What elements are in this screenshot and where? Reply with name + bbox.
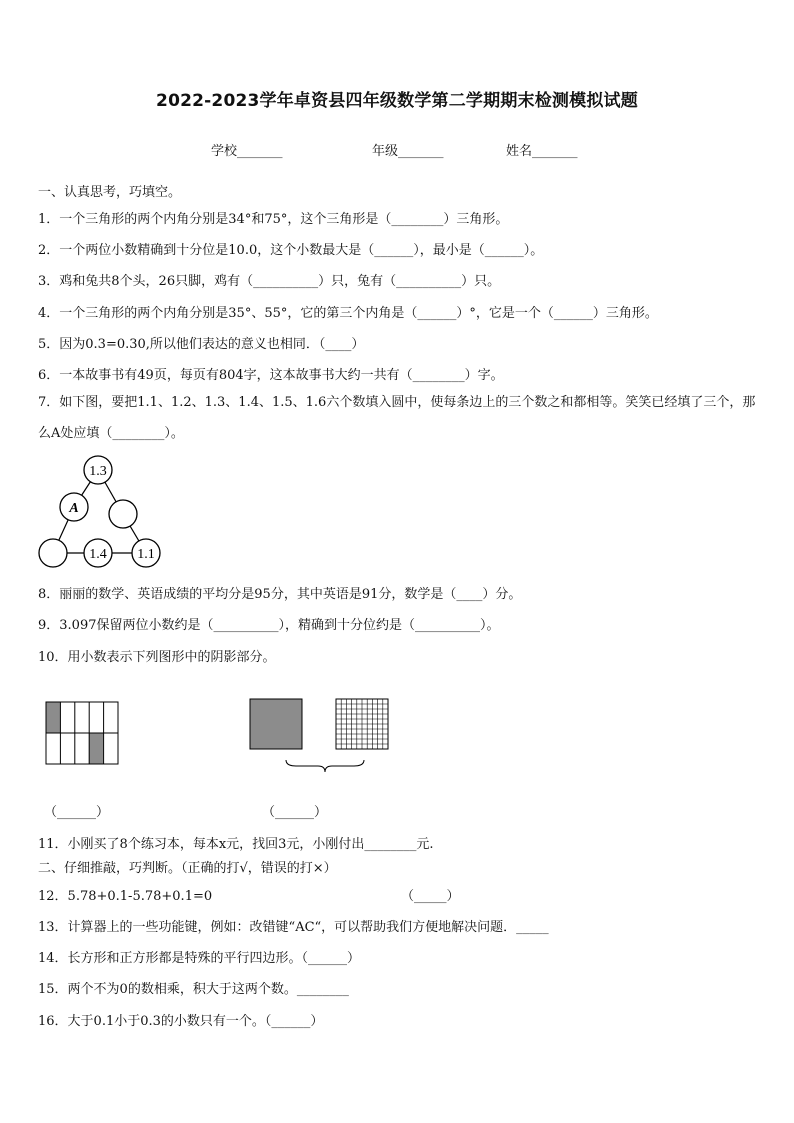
- question-16: 16．大于0.1小于0.3的小数只有一个。（______）: [38, 1014, 324, 1029]
- question-5: 5．因为0.3=0.30,所以他们表达的意义也相同．（____）: [38, 337, 365, 352]
- question-11: 11．小刚买了8个练习本，每本x元，找回3元，小刚付出________元.: [38, 837, 434, 852]
- q10-right-answer: （______）: [262, 805, 328, 820]
- question-2: 2．一个两位小数精确到十分位是10.0，这个小数最大是（______），最小是（______）。: [38, 243, 544, 258]
- circle-top-label: 1.3: [89, 464, 107, 479]
- circle-bottom-right-label: 1.1: [137, 547, 155, 562]
- question-10: 10．用小数表示下列图形中的阴影部分。: [38, 650, 276, 665]
- hundred-grid-figure: [335, 698, 389, 754]
- question-1: 1．一个三角形的两个内角分别是34°和75°，这个三角形是（________）三角形。: [38, 212, 509, 227]
- question-8: 8．丽丽的数学、英语成绩的平均分是95分，其中英语是91分，数学是（____）分。: [38, 587, 522, 602]
- question-15: 15．两个不为0的数相乘，积大于这两个数。________: [38, 982, 349, 997]
- name-field: 姓名_______: [506, 144, 578, 159]
- question-3: 3．鸡和兔共8个头，26只脚，鸡有（__________）只，兔有（__________）只。: [38, 274, 501, 289]
- school-field: 学校_______: [211, 144, 283, 159]
- q10-left-answer: （______）: [44, 805, 110, 820]
- circle-right-mid: [109, 500, 137, 528]
- question-12: 12．5.78+0.1-5.78+0.1=0: [38, 889, 213, 904]
- section-1-heading: 一、认真思考，巧填空。: [38, 185, 182, 200]
- rectangle-grid-figure: [45, 701, 119, 769]
- question-12-paren: （_____）: [401, 889, 460, 904]
- question-14: 14．长方形和正方形都是特殊的平行四边形。（______）: [38, 951, 361, 966]
- shaded-square-figure: [249, 698, 303, 754]
- circle-bottom-mid-label: 1.4: [89, 547, 107, 562]
- question-9: 9．3.097保留两位小数约是（__________），精确到十分位约是（__________）。: [38, 618, 500, 633]
- question-6: 6．一本故事书有49页，每页有804字，这本故事书大约一共有（________）字。: [38, 368, 504, 383]
- section-2-heading: 二、仔细推敲，巧判断。（正确的打√，错误的打×）: [38, 861, 337, 876]
- triangle-circle-figure: [36, 452, 166, 576]
- question-13: 13．计算器上的一些功能键，例如：改错键“AC“，可以帮助我们方便地解决问题．_____: [38, 920, 549, 935]
- shaded-cell-1: [46, 702, 60, 733]
- page-title: 2022-2023学年卓资县四年级数学第二学期期末检测模拟试题: [156, 91, 638, 111]
- question-4: 4．一个三角形的两个内角分别是35°、55°，它的第三个内角是（______）°，它是一个（______）三角形。: [38, 306, 658, 321]
- brace-figure: [284, 758, 366, 778]
- shaded-cell-2: [89, 733, 103, 764]
- question-7: 7．如下图，要把1.1、1.2、1.3、1.4、1.5、1.6六个数填入圆中，使每条边上的三个数之和都相等。笑笑已经填了三个，那么A处应填（________）。: [38, 395, 756, 441]
- circle-a-label: A: [69, 501, 79, 516]
- grade-field: 年级_______: [372, 144, 444, 159]
- circle-bottom-left: [39, 539, 67, 567]
